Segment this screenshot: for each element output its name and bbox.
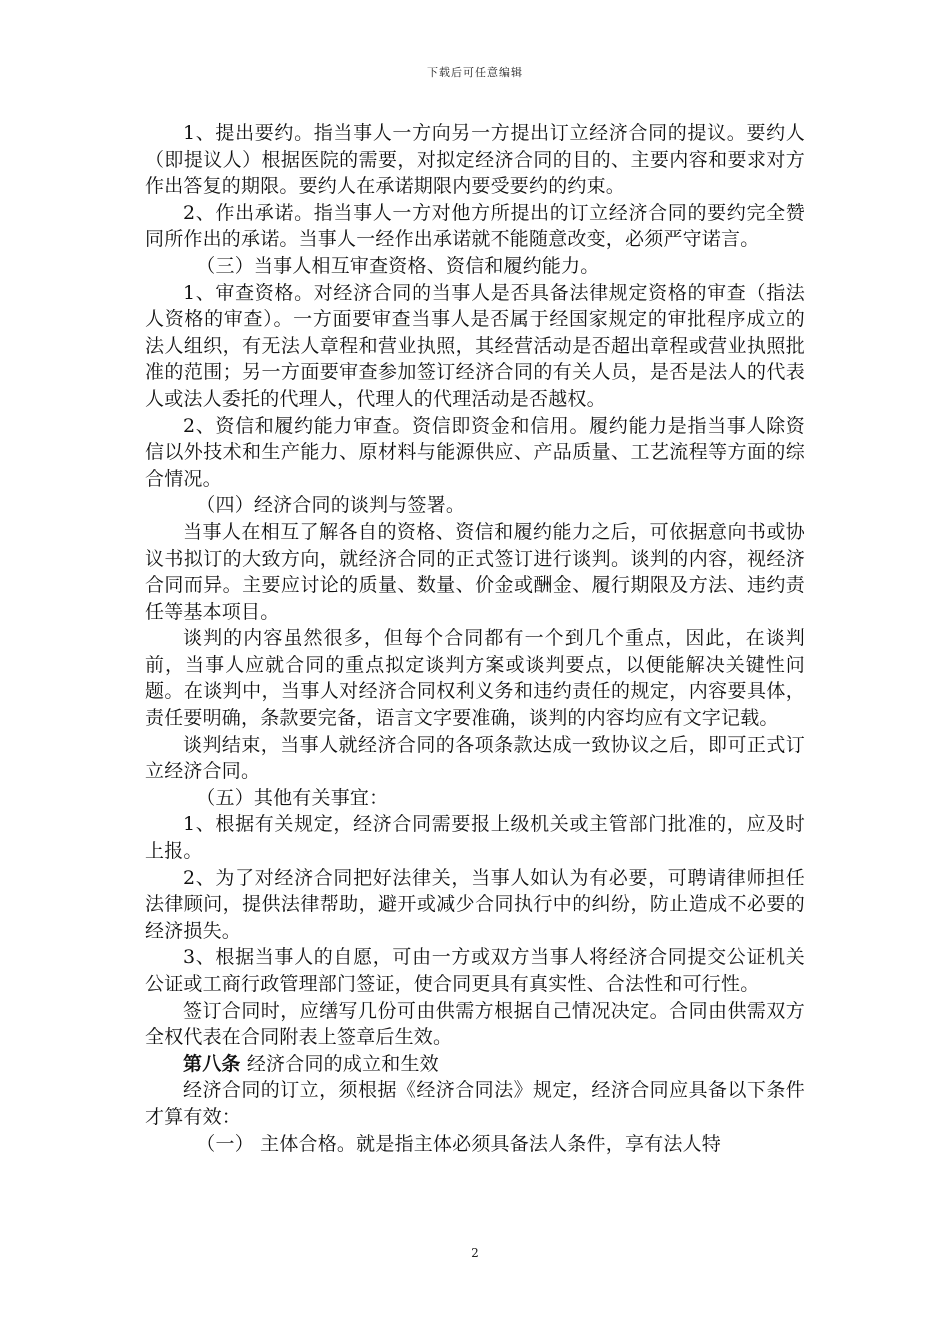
paragraph-negotiation-end: 谈判结束，当事人就经济合同的各项条款达成一致协议之后，即可正式订立经济合同。 [145, 733, 805, 783]
paragraph-offer: 1、提出要约。指当事人一方向另一方提出订立经济合同的提议。要约人（即提议人）根据医院的需要，对拟定经济合同的目的、主要内容和要求对方作出答复的期限。要约人在承诺期限内要受要约的约束。 [145, 122, 805, 198]
paragraph-qualification: 1、审查资格。对经济合同的当事人是否具备法律规定资格的审查（指法人资格的审查）。一方面要审查当事人是否属于经国家规定的审批程序成立的法人组织，有无法人章程和营业执照，其经营活动是否超出章程或营业执照批准的范围；另一方面要审查参加签订经济合同的有关人员，是否是法人的代表人或法人委托的代理人，代理人的代理活动是否越权。 [145, 281, 805, 410]
section-heading-3: （三）当事人相互审查资格、资信和履约能力。 [196, 254, 600, 277]
paragraph-validity: 经济合同的订立，须根据《经济合同法》规定，经济合同应具备以下条件才算有效： [145, 1079, 805, 1128]
paragraph-credit: 2、资信和履约能力审查。资信即资金和信用。履约能力是指当事人除资信以外技术和生产能力、原材料与能源供应、产品质量、工艺流程等方面的综合情况。 [145, 414, 805, 490]
section-heading-4: （四）经济合同的谈判与签署。 [196, 494, 466, 517]
paragraph-approval: 1、根据有关规定，经济合同需要报上级机关或主管部门批准的，应及时上报。 [145, 813, 805, 863]
document-body [145, 120, 805, 1157]
paragraph-acceptance: 2、作出承诺。指当事人一方对他方所提出的订立经济合同的要约完全赞同所作出的承诺。当事人一经作出承诺就不能随意改变，必须严守诺言。 [145, 201, 805, 251]
article-number: 第八条 [183, 1052, 241, 1075]
page-header: 下载后可任意编辑 [427, 66, 523, 79]
paragraph-negotiation-content: 谈判的内容虽然很多，但每个合同都有一个到几个重点，因此，在谈判前，当事人应就合同的重点拟定谈判方案或谈判要点，以便能解决关键性问题。在谈判中，当事人对经济合同权利义务和违约责任的规定，内容要具体，责任要明确，条款要完备，语言文字要准确，谈判的内容均应有文字记载。 [145, 627, 805, 730]
article-title: 经济合同的成立和生效 [240, 1052, 439, 1075]
paragraph-notary: 3、根据当事人的自愿，可由一方或双方当事人将经济合同提交公证机关公证或工商行政管理部门签证，使合同更具有真实性、合法性和可行性。 [145, 946, 805, 995]
paragraph-subject-qualified: （一） 主体合格。就是指主体必须具备法人条件，享有法人特 [196, 1132, 721, 1155]
page-number: 2 [471, 1246, 479, 1260]
paragraph-negotiation: 当事人在相互了解各自的资格、资信和履约能力之后，可依据意向书或协议书拟订的大致方向，就经济合同的正式签订进行谈判。谈判的内容，视经济合同而异。主要应讨论的质量、数量、价金或酬金、履行期限及方法、违约责任等基本项目。 [145, 520, 805, 623]
article-heading [145, 1051, 805, 1078]
section-heading-5: （五）其他有关事宜： [196, 786, 389, 809]
paragraph-signing: 签订合同时，应缮写几份可由供需方根据自己情况决定。合同由供需双方全权代表在合同附表上签章后生效。 [145, 999, 805, 1049]
paragraph-lawyer: 2、为了对经济合同把好法律关，当事人如认为有必要，可聘请律师担任法律顾问，提供法律帮助，避开或减少合同执行中的纠纷，防止造成不必要的经济损失。 [145, 866, 805, 942]
